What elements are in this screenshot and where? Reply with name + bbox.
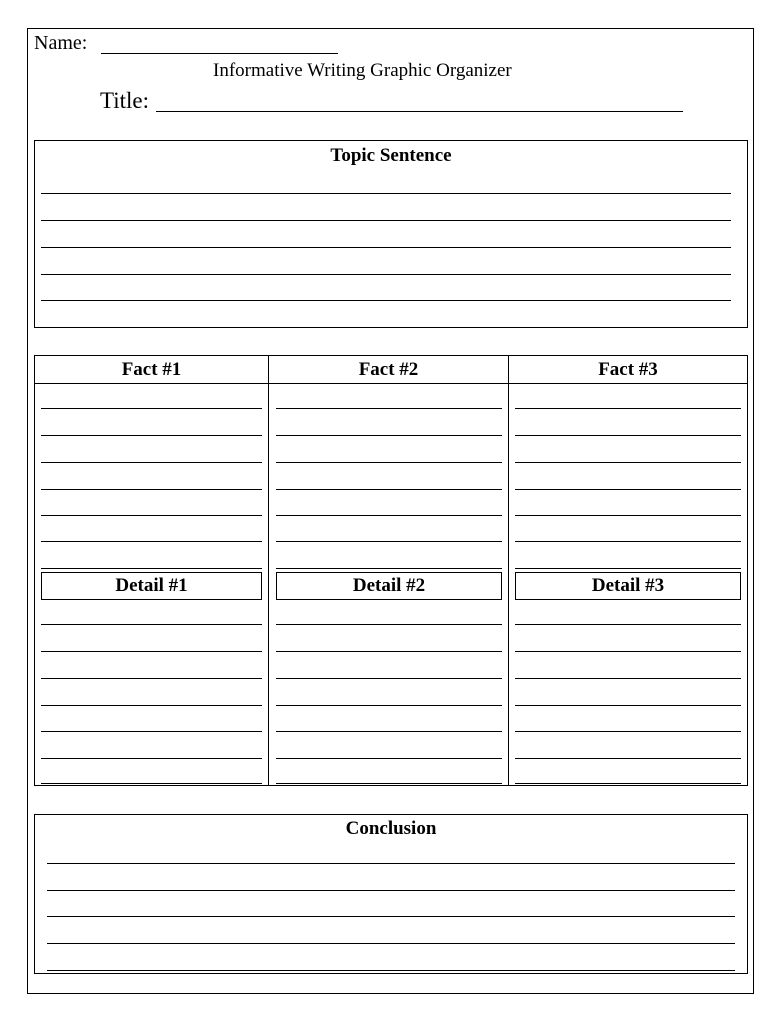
worksheet-page — [27, 28, 754, 994]
fact-1-heading: Fact #1 — [121, 359, 182, 380]
fact-2-heading: Fact #2 — [358, 359, 419, 380]
detail-1-writing-line[interactable] — [41, 731, 262, 732]
detail-3-writing-line[interactable] — [515, 758, 741, 759]
detail-2-writing-line[interactable] — [276, 678, 502, 679]
detail-3-writing-line[interactable] — [515, 783, 741, 784]
detail-2-writing-line[interactable] — [276, 758, 502, 759]
fact-3-writing-line[interactable] — [515, 515, 741, 516]
title-label: Title: — [100, 88, 150, 113]
detail-2-header-box — [276, 572, 502, 600]
topic-writing-line[interactable] — [41, 274, 731, 275]
fact-2-writing-line[interactable] — [276, 541, 502, 542]
detail-1-writing-line[interactable] — [41, 651, 262, 652]
fact-1-writing-line[interactable] — [41, 435, 262, 436]
fact-1-writing-line[interactable] — [41, 515, 262, 516]
detail-2-writing-line[interactable] — [276, 705, 502, 706]
detail-1-writing-line[interactable] — [41, 705, 262, 706]
conclusion-heading: Conclusion — [345, 818, 437, 839]
detail-2-writing-line[interactable] — [276, 731, 502, 732]
fact-2-writing-line[interactable] — [276, 408, 502, 409]
name-label: Name: — [34, 32, 88, 54]
column-divider — [268, 356, 269, 785]
topic-sentence-heading: Topic Sentence — [330, 145, 452, 166]
detail-2-writing-line[interactable] — [276, 651, 502, 652]
fact-1-writing-line[interactable] — [41, 462, 262, 463]
fact-2-writing-line[interactable] — [276, 489, 502, 490]
conclusion-writing-line[interactable] — [47, 970, 735, 971]
fact-2-writing-line[interactable] — [276, 435, 502, 436]
detail-1-header-box — [41, 572, 262, 600]
detail-3-writing-line[interactable] — [515, 731, 741, 732]
fact-2-writing-line[interactable] — [276, 515, 502, 516]
fact-3-writing-line[interactable] — [515, 408, 741, 409]
conclusion-writing-line[interactable] — [47, 890, 735, 891]
fact-2-writing-line[interactable] — [276, 568, 502, 569]
fact-3-heading: Fact #3 — [598, 359, 658, 380]
column-divider — [508, 356, 509, 785]
fact-3-writing-line[interactable] — [515, 489, 741, 490]
topic-writing-line[interactable] — [41, 300, 731, 301]
facts-details-grid — [34, 355, 748, 786]
detail-1-writing-line[interactable] — [41, 624, 262, 625]
fact-1-writing-line[interactable] — [41, 541, 262, 542]
topic-sentence-box — [34, 140, 748, 328]
topic-writing-line[interactable] — [41, 247, 731, 248]
fact-2-writing-line[interactable] — [276, 462, 502, 463]
detail-3-heading: Detail #3 — [591, 575, 665, 596]
detail-1-heading: Detail #1 — [115, 575, 188, 596]
fact-3-writing-line[interactable] — [515, 541, 741, 542]
detail-3-header-box — [515, 572, 741, 600]
topic-writing-line[interactable] — [41, 327, 731, 328]
fact-3-writing-line[interactable] — [515, 568, 741, 569]
conclusion-box — [34, 814, 748, 974]
fact-header-divider — [35, 383, 747, 384]
fact-1-writing-line[interactable] — [41, 568, 262, 569]
fact-1-writing-line[interactable] — [41, 408, 262, 409]
detail-2-heading: Detail #2 — [352, 575, 426, 596]
detail-3-writing-line[interactable] — [515, 678, 741, 679]
fact-3-writing-line[interactable] — [515, 462, 741, 463]
fact-1-writing-line[interactable] — [41, 489, 262, 490]
conclusion-writing-line[interactable] — [47, 916, 735, 917]
detail-1-writing-line[interactable] — [41, 758, 262, 759]
detail-2-writing-line[interactable] — [276, 783, 502, 784]
detail-1-writing-line[interactable] — [41, 678, 262, 679]
conclusion-writing-line[interactable] — [47, 943, 735, 944]
title-line[interactable] — [156, 111, 683, 112]
detail-3-writing-line[interactable] — [515, 705, 741, 706]
detail-1-writing-line[interactable] — [41, 783, 262, 784]
detail-3-writing-line[interactable] — [515, 651, 741, 652]
detail-3-writing-line[interactable] — [515, 624, 741, 625]
name-line[interactable] — [101, 53, 338, 54]
conclusion-writing-line[interactable] — [47, 863, 735, 864]
fact-3-writing-line[interactable] — [515, 435, 741, 436]
topic-writing-line[interactable] — [41, 220, 731, 221]
detail-2-writing-line[interactable] — [276, 624, 502, 625]
topic-writing-line[interactable] — [41, 193, 731, 194]
worksheet-subtitle: Informative Writing Graphic Organizer — [213, 60, 512, 81]
